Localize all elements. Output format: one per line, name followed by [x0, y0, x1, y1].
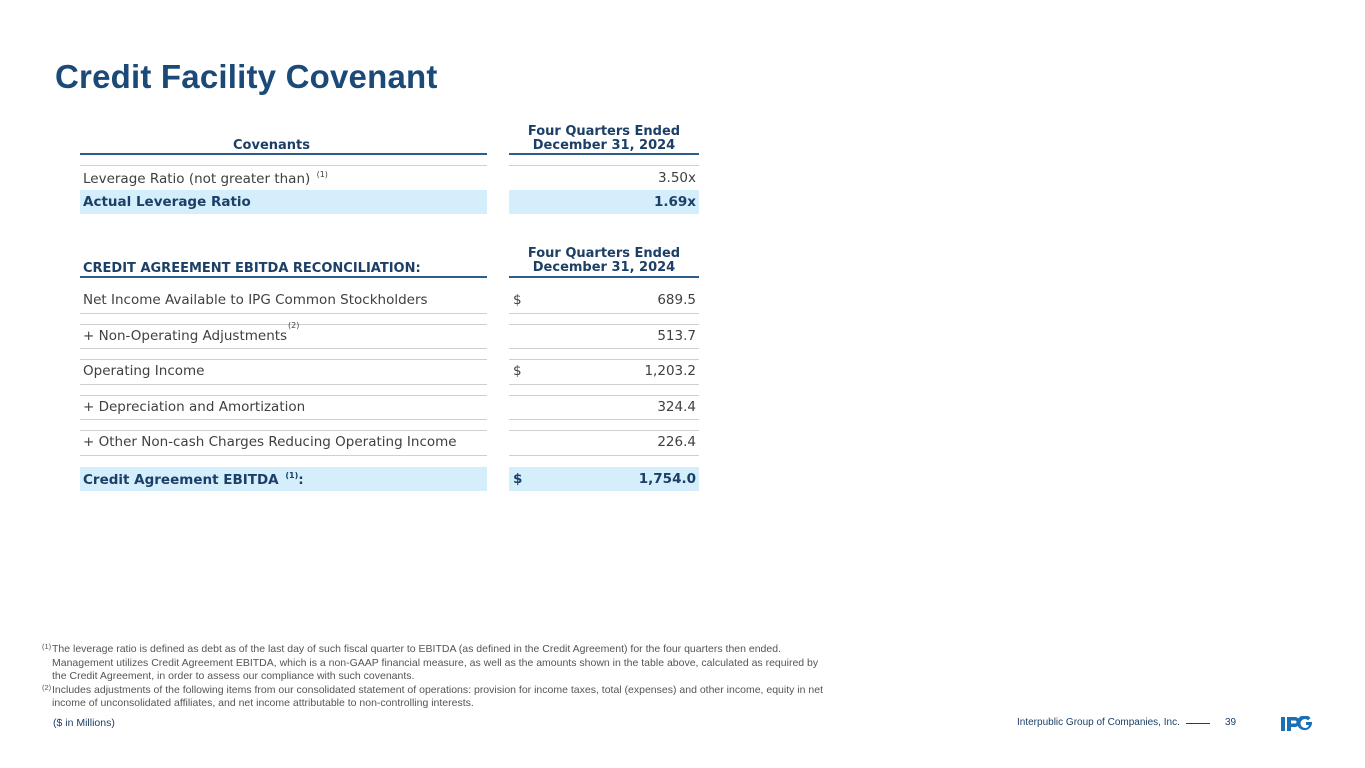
footnote-line: income of unconsolidated affiliates, and net income attributable to non-controlling interests.: [52, 697, 474, 709]
page-title: Credit Facility Covenant: [55, 58, 438, 95]
row-divider: [509, 455, 699, 456]
row-divider: [80, 348, 487, 349]
row-value: 226.4: [657, 434, 696, 450]
row-value: 1,203.2: [644, 363, 696, 379]
row-label: Operating Income: [83, 363, 205, 379]
table-row: [80, 359, 699, 383]
row-label: Credit Agreement EBITDA $^{(1)}$:: [83, 471, 304, 488]
table-row-highlight: [80, 190, 699, 214]
row-label: + Other Non-cash Charges Reducing Operating Income: [83, 434, 457, 450]
table-row: [80, 321, 699, 348]
ipg-logo-icon: [1281, 716, 1313, 732]
footer-company: Interpublic Group of Companies, Inc.: [1017, 717, 1180, 728]
covenants-period-line2: December 31, 2024: [532, 138, 676, 153]
footnote-line: Includes adjustments of the following items from our consolidated statement of operations: provision for income taxes, total (expenses) and other income, equity in net: [52, 683, 823, 696]
footnote-2: [42, 684, 932, 711]
dollar-sign: $: [513, 471, 523, 487]
reconciliation-period-header: [509, 247, 699, 275]
table-row: [80, 166, 699, 190]
row-divider: [509, 419, 699, 420]
reconciliation-period-line1: Four Quarters Ended: [527, 246, 681, 261]
page-number: 39: [1225, 717, 1237, 728]
footnote-ref: (1): [316, 170, 328, 179]
units-note: ($ in Millions): [53, 717, 115, 729]
row-divider: [509, 384, 699, 385]
row-divider: [80, 419, 487, 420]
footnote-1: [42, 643, 932, 684]
row-label: Actual Leverage Ratio: [83, 194, 251, 210]
footnotes: [42, 643, 932, 711]
row-divider: [509, 313, 699, 314]
footnote-line: Management utilizes Credit Agreement EBITDA, which is a non-GAAP financial measure, as well as the amounts shown in the table above, calculated as required by: [52, 656, 819, 669]
row-value: 1.69x: [653, 194, 696, 210]
covenants-header-rule-left: [80, 153, 487, 155]
row-label: Net Income Available to IPG Common Stockholders: [83, 292, 428, 308]
row-divider: [509, 348, 699, 349]
row-label: + Depreciation and Amortization: [83, 399, 306, 415]
table-row: [80, 395, 699, 419]
dollar-sign: $: [513, 363, 522, 379]
row-value: 689.5: [657, 292, 696, 308]
row-label: Leverage Ratio (not greater than) $^{(1)}$: [83, 170, 328, 187]
row-divider: [80, 384, 487, 385]
covenants-period-header: [509, 125, 699, 153]
dollar-sign: $: [513, 292, 522, 308]
table-row: [80, 430, 699, 454]
row-divider: [80, 313, 487, 314]
row-value: 1,754.0: [638, 471, 696, 487]
table-row-total: [80, 467, 699, 491]
covenants-period-line1: Four Quarters Ended: [527, 124, 681, 139]
reconciliation-header-label: CREDIT AGREEMENT EBITDA RECONCILIATION:: [83, 261, 421, 276]
footer-divider: [1186, 723, 1210, 724]
footnote-line: The leverage ratio is defined as debt as of the last day of such fiscal quarter to EBITDA (as defined in the Credit Agreement) for the four quarters then ended.: [52, 643, 781, 655]
footnote-mark: (1): [42, 642, 52, 651]
reconciliation-header-rule-right: [509, 276, 699, 278]
row-value: 3.50x: [657, 170, 696, 186]
footnote-ref: (2): [288, 321, 300, 330]
footnote-line: the Credit Agreement, in order to assess our compliance with such covenants.: [52, 670, 415, 682]
reconciliation-period-line2: December 31, 2024: [532, 260, 676, 275]
reconciliation-header-rule-left: [80, 276, 487, 278]
footnote-mark: (2): [42, 682, 52, 692]
row-value: 513.7: [657, 328, 696, 344]
row-label: + Non-Operating Adjustments: [83, 328, 288, 344]
covenants-header-label: Covenants: [233, 138, 310, 153]
row-divider: [80, 455, 487, 456]
footnote-ref: (1): [285, 471, 299, 480]
covenants-header-rule-right: [509, 153, 699, 155]
row-value: 324.4: [657, 399, 696, 415]
table-row: [80, 288, 699, 312]
